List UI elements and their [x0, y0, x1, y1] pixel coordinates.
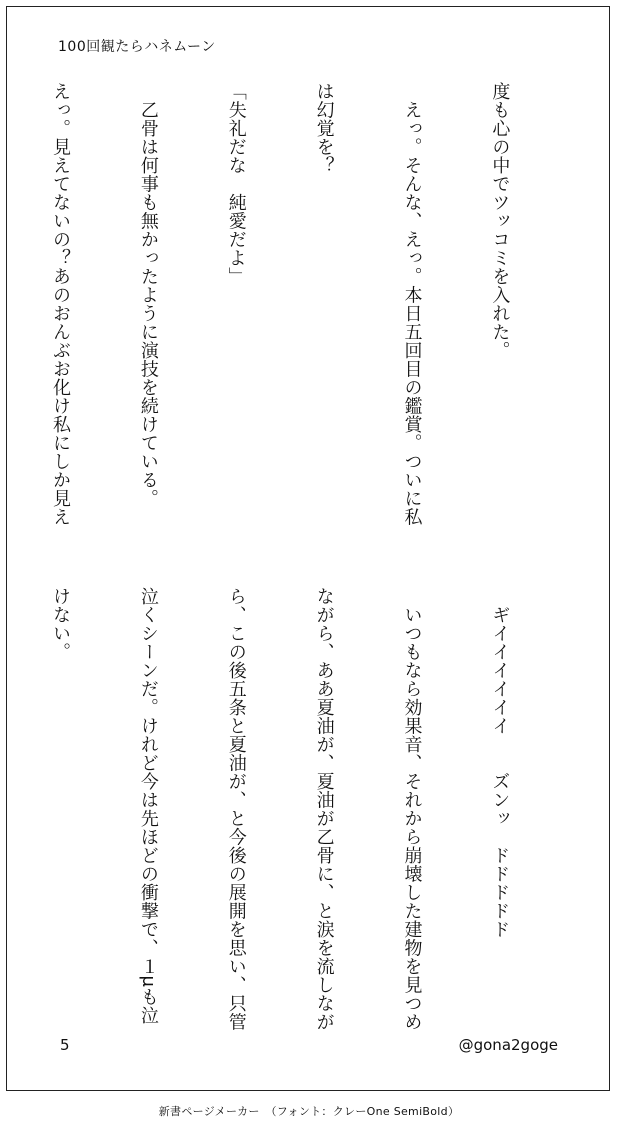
- text-line: 泣くシーンだ。けれど今は先ほどの衝撃で、１μも泣: [137, 587, 159, 1025]
- text-line: けない。: [49, 587, 71, 661]
- text-line: 度も心の中でツッコミを入れた。: [489, 82, 511, 360]
- text-line: 「失礼だな 純愛だよ」: [225, 82, 247, 286]
- page-number: 5: [60, 1036, 70, 1054]
- text-line: いつもなら効果音、それから崩壊した建物を見つめ: [401, 587, 423, 1031]
- text-line: 乙骨は何事も無かったように演技を続けている。: [137, 82, 159, 508]
- author-handle: @gona2goge: [458, 1036, 558, 1054]
- upper-text-block: [38, 82, 573, 534]
- running-title: 100回観たらハネムーン: [58, 39, 216, 55]
- lower-text-block: [38, 587, 573, 1039]
- text-line: えっ。そんな、えっ。本日五回目の鑑賞。ついに私: [401, 82, 423, 526]
- text-line: ら、この後五条と夏油が、と今後の展開を思い、只管: [225, 587, 247, 1031]
- footer-caption: 新書ページメーカー （フォント：クレーOne SemiBold）: [158, 1105, 460, 1118]
- text-line: ギイイイイイイ ズンッ ドドドドド: [489, 587, 511, 939]
- text-line: は幻覚を？: [313, 82, 335, 175]
- text-line: えっ。見えてないの？あのおんぶお化け私にしか見え: [49, 82, 71, 526]
- text-line: ながら、ああ夏油が、夏油が乙骨に、と涙を流しなが: [313, 587, 335, 1031]
